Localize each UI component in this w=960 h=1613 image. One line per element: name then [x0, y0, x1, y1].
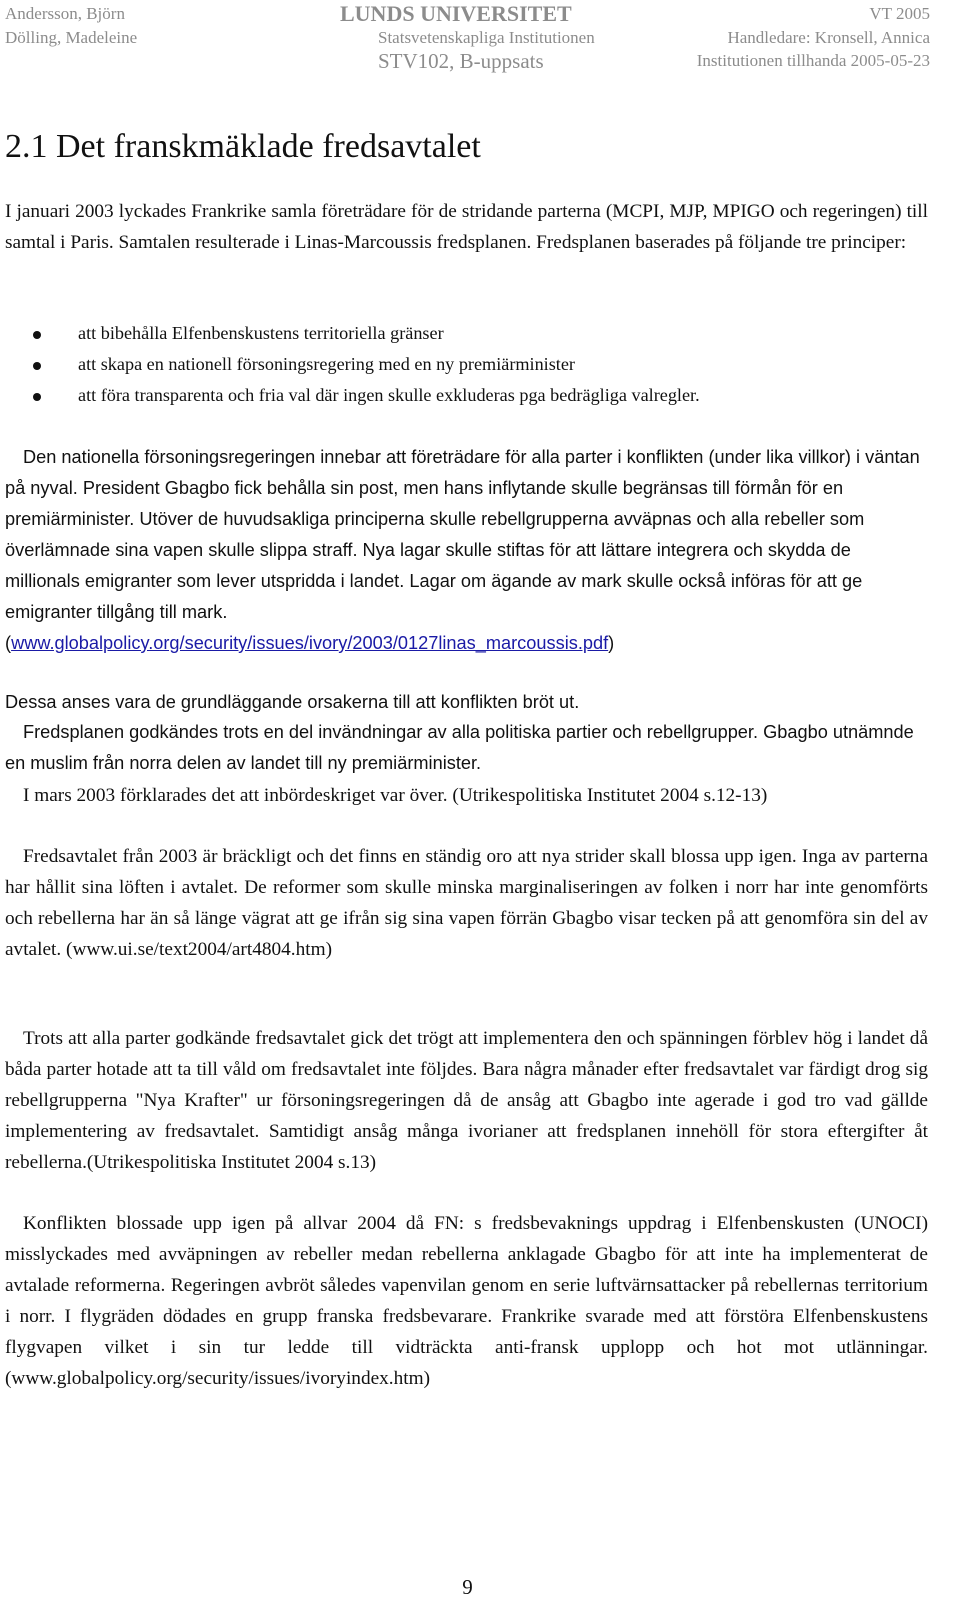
header-department: Statsvetenskapliga Institutionen [378, 28, 595, 47]
bullet-icon [33, 331, 41, 339]
bullet-icon [33, 362, 41, 370]
list-item: att skapa en nationell försoningsregering med en ny premiärminister [5, 349, 928, 380]
header-supervisor: Handledare: Kronsell, Annica [727, 28, 930, 47]
header-university: LUNDS UNIVERSITET [340, 1, 572, 26]
list-item: att bibehålla Elfenbenskustens territoriella gränser [5, 318, 928, 349]
principles-list [5, 318, 928, 411]
fragile-agreement-paragraph: Fredsavtalet från 2003 är bräckligt och det finns en ständig oro att nya strider skall blossa upp igen. Inga av parterna har hållit sina löften i avtalet. De reformer som skulle minska marginaliseringen av folken i norr har inte genomförts och rebellerna har än så länge vägrat att ge ifrån sig sina vapen förrän Gbagbo visar tecken på att genomföra sin del av avtalet. (www.ui.se/text2004/art4804.htm) [5, 846, 928, 960]
header-term: VT 2005 [869, 4, 930, 23]
header-deadline: Institutionen tillhanda 2005-05-23 [696, 51, 930, 70]
intro-paragraph: I januari 2003 lyckades Frankrike samla företrädare för de stridande parterna (MCPI, MJP, MPIGO och regeringen) till samtal i Paris. Samtalen resulterade i Linas-Marcoussis fredsplanen. Fredsplanen baserades på följande tre principer: [5, 201, 928, 253]
war-over-paragraph: I mars 2003 förklarades det att inbördeskriget var över. (Utrikespolitiska Institutet 2004 s.12-13) [23, 785, 768, 806]
header-course: STV102, B-uppsats [378, 49, 544, 73]
section-title: 2.1 Det franskmäklade fredsavtalet [5, 128, 481, 165]
unity-government-paragraph: Den nationella försoningsregeringen innebar att företrädare för alla parter i konflikten (under lika villkor) i väntan på nyval. President Gbagbo fick behålla sin post, men hans inflytande skulle begränsas till förmån för en premiärminister. Utöver de huvudsakliga principerna skulle rebellgrupperna avväpnas och alla rebeller som överlämnade sina vapen skulle slippa straff. Nya lagar skulle stiftas för att lättare integrera och skydda de millionals emigranter som lever utspridda i landet. Lagar om ägande av mark skulle också införas för att ge emigranter tillgång till mark. (www.globalpolicy.org/security/issues/ivory/2003/0127linas_marcoussis.pdf) [5, 447, 920, 653]
approval-paragraph: Fredsplanen godkändes trots en del invändningar av alla politiska partier och rebellgrupper. Gbagbo utnämnde en muslim från norra delen av landet till ny premiärminister. [5, 722, 914, 773]
header-author-1: Andersson, Björn [5, 4, 125, 23]
implementation-paragraph: Trots att alla parter godkände fredsavtalet gick det trögt att implementera den och spänningen förblev hög i landet då båda parter hotade att ta till våld om fredsavtalet inte följdes. Bara några månader efter fredsavtalet var färdigt drog sig rebellgrupperna "Nya Krafter" ur försoningsregeringen då de ansåg att Gbagbo inte agerade i god tro vad gällde implementering av fredsavtalet. Samtidigt ansåg många ivorianer att fredsplanen innehöll för stora eftergifter åt rebellerna.(Utrikespolitiska Institutet 2004 s.13) [5, 1028, 928, 1173]
source-link-globalpolicy[interactable]: www.globalpolicy.org/security/issues/ivory/2003/0127linas_marcoussis.pdf [11, 633, 609, 653]
causes-paragraph: Dessa anses vara de grundläggande orsakerna till att konflikten bröt ut. [5, 692, 580, 712]
conflict-paragraph: Konflikten blossade upp igen på allvar 2004 då FN: s fredsbevaknings uppdrag i Elfenbenskusten (UNOCI) misslyckades med avväpningen av rebeller medan rebellerna anklagade Gbagbo för att inte ha implementerat de avtalade reformerna. Regeringen avbröt således vapenvilan genom en serie luftvärnsattacker på rebellernas territorium i norr. I flygräden dödades en grupp franska fredsbevarare. Frankrike svarade med att förstöra Elfenbenskustens flygvapen vilket i sin tur ledde till vidträckta anti-fransk upplopp och hot mot utlänningar.(www.globalpolicy.org/security/issues/ivoryindex.htm) [5, 1213, 928, 1389]
list-item: att föra transparenta och fria val där ingen skulle exkluderas pga bedrägliga valregler. [5, 380, 928, 411]
header-author-2: Dölling, Madeleine [5, 28, 138, 47]
bullet-icon [33, 393, 41, 401]
page-number: 9 [462, 1575, 473, 1599]
